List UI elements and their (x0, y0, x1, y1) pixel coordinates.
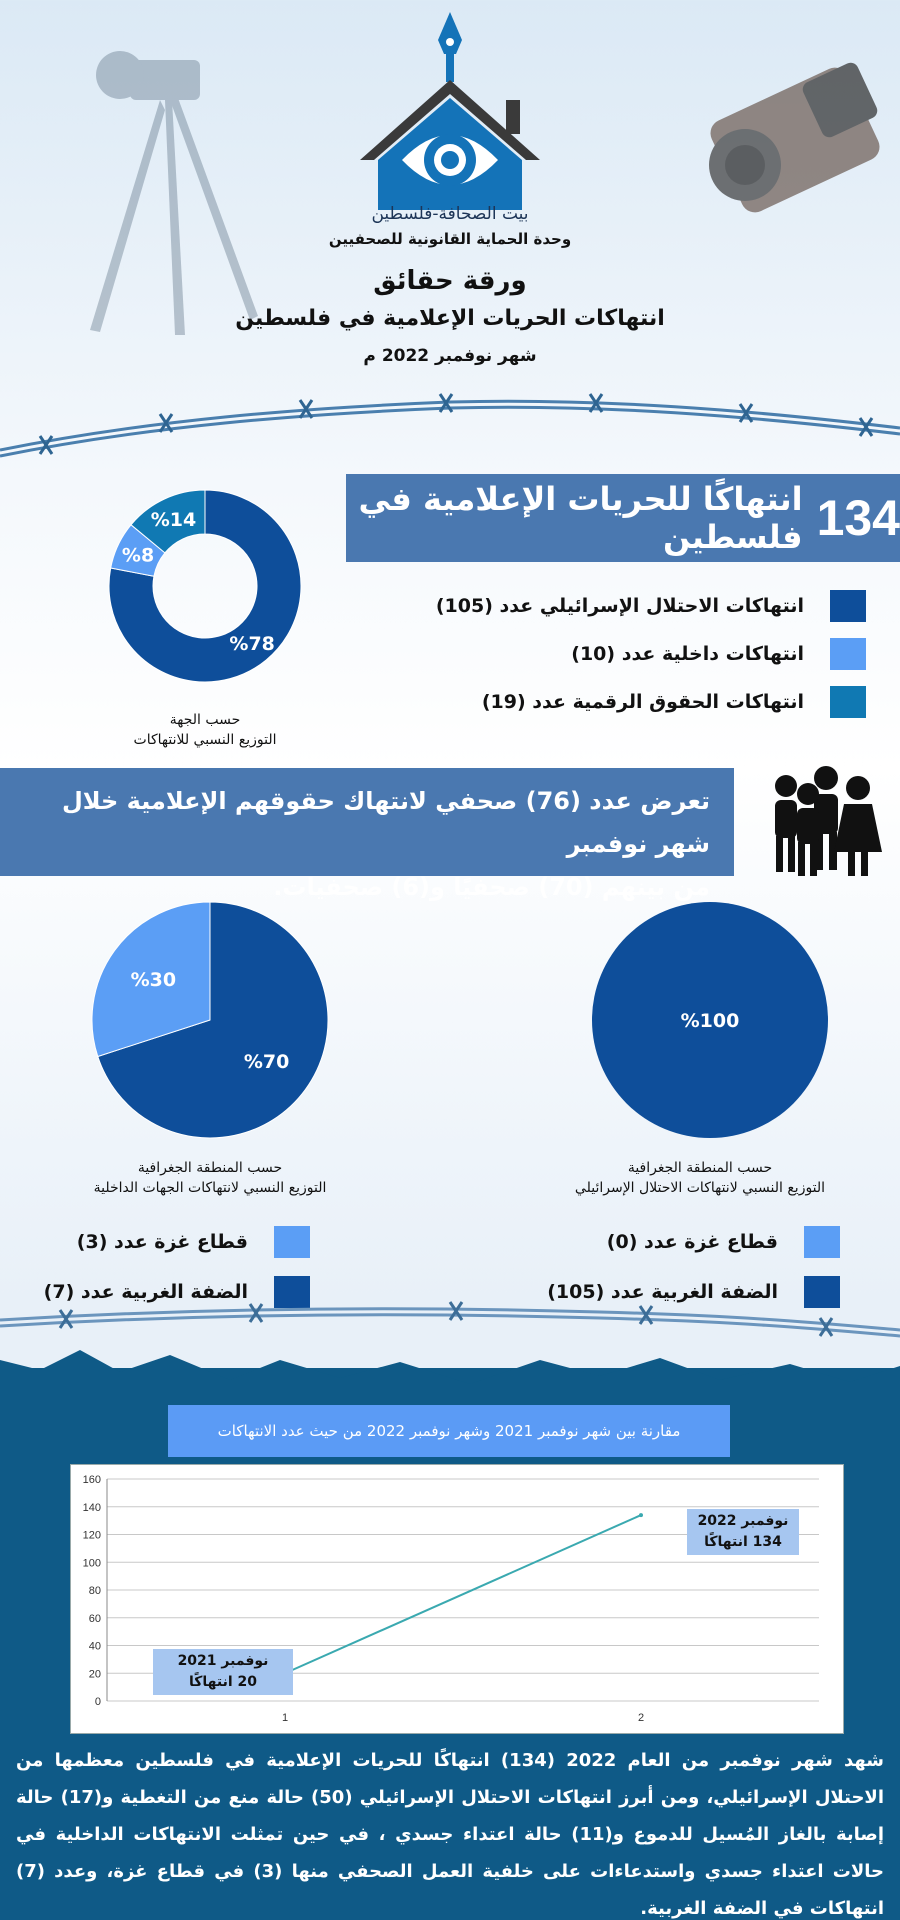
legend-label: انتهاكات الحقوق الرقمية عدد (19) (481, 691, 804, 713)
y-tick-label: 100 (82, 1557, 101, 1570)
israeli-legend (540, 1226, 840, 1308)
journalists-line2: من بينهم (70) صحفيًا و(6) صحفيات. (273, 873, 710, 901)
pie-label: %30 (130, 968, 177, 991)
legend-label: الضفة الغربية عدد (7) (43, 1281, 248, 1303)
legend-item (435, 590, 866, 622)
total-banner (346, 474, 900, 562)
total-number: 134 (816, 490, 900, 546)
y-tick-label: 160 (82, 1474, 101, 1486)
y-tick-label: 0 (94, 1696, 101, 1708)
y-tick-label: 120 (82, 1529, 101, 1542)
pie-internal (80, 890, 340, 1150)
point-label-2022-line1: نوفمبر 2022 (697, 1513, 789, 1529)
point-label-2021-line1: نوفمبر 2021 (177, 1653, 269, 1669)
legend-swatch (804, 1226, 840, 1258)
journalists-line1: تعرض عدد (76) صحفي لانتهاك حقوقهم الإعلامية خلال شهر نوفمبر (61, 787, 710, 858)
barbed-wire-divider-bottom (0, 1300, 900, 1360)
internal-caption-line2: التوزيع النسبي لانتهاكات الجهات الداخلية (93, 1180, 327, 1196)
doc-type: ورقة حقائق (373, 266, 527, 296)
legend-item (60, 1226, 310, 1258)
summary-paragraph: شهد شهر نوفمبر من العام 2022 (134) انتهاكًا للحريات الإعلامية في فلسطين معظمها من الاحتلال الإسرائيلي، ومن أبرز انتهاكات الاحتلال الإسرائيلي (50) حالة منع من التغطية و(17) حالة إصابة بالغاز المُسيل للدموع و(11) حالة اعتداء جسدي ، في حين تمثلت الانتهاكات الداخلية في حالات اعتداء جسدي واستدعاءات على خلفية العمل الصحفي منها (3) في قطاع غزة، وعدد (7) انتهاكات في الضفة الغربية. (16, 1750, 885, 1919)
y-tick-label: 80 (88, 1585, 101, 1597)
doc-title: انتهاكات الحريات الإعلامية في فلسطين (235, 306, 665, 331)
y-tick-label: 20 (88, 1668, 101, 1681)
y-tick-label: 40 (88, 1640, 101, 1653)
point-label-2021-line2: 20 انتهاكًا (188, 1674, 258, 1690)
donut-caption-line1: حسب الجهة (169, 712, 241, 728)
legend-swatch (830, 686, 866, 718)
pie-label: %8 (121, 544, 155, 567)
point-label-2022 (687, 1509, 799, 1555)
line-chart-title: مقارنة بين شهر نوفمبر 2021 وشهر نوفمبر 2022 من حيث عدد الانتهاكات (168, 1405, 730, 1457)
donut-caption-line2: التوزيع النسبي للانتهاكات (133, 732, 277, 748)
org-name: بيت الصحافة-فلسطين (371, 204, 529, 224)
logo (330, 10, 570, 210)
series-line (285, 1515, 641, 1673)
legend-swatch (830, 638, 866, 670)
point-label-2022-line2: 134 انتهاكًا (704, 1534, 782, 1550)
camera-icon (706, 60, 884, 217)
pen-nib-icon (438, 12, 462, 82)
legend-swatch (830, 590, 866, 622)
israeli-caption-line1: حسب المنطقة الجغرافية (627, 1160, 773, 1176)
legend-swatch (274, 1226, 310, 1258)
donut-caption (70, 710, 340, 750)
org-unit: وحدة الحماية القانونية للصحفيين (328, 230, 572, 248)
israeli-caption-line2: التوزيع النسبي لانتهاكات الاحتلال الإسرائيلي (574, 1180, 826, 1196)
journalists-banner (0, 768, 734, 901)
pie-israeli (580, 890, 840, 1150)
legend-label: الضفة الغربية عدد (105) (547, 1281, 778, 1303)
legend-label: قطاع غزة عدد (0) (606, 1231, 778, 1253)
data-point (639, 1513, 643, 1517)
main-legend (435, 590, 866, 718)
internal-caption (40, 1158, 380, 1198)
pie-label: %14 (150, 509, 197, 532)
internal-caption-line1: حسب المنطقة الجغرافية (137, 1160, 283, 1176)
legend-label: انتهاكات داخلية عدد (10) (571, 643, 804, 665)
pie-label: %70 (243, 1051, 290, 1074)
legend-item (460, 686, 866, 718)
legend-item (460, 638, 866, 670)
tripod-camera-icon (90, 51, 258, 335)
pie-label: %78 (229, 633, 275, 656)
total-label: انتهاكًا للحريات الإعلامية في فلسطين (358, 480, 803, 556)
barbed-wire-divider (0, 380, 900, 460)
legend-label: قطاع غزة عدد (3) (76, 1231, 248, 1253)
israeli-caption (530, 1158, 870, 1198)
pie-label: %100 (680, 1010, 740, 1032)
donut-chart (80, 468, 330, 708)
internal-legend (43, 1226, 310, 1308)
y-tick-label: 140 (82, 1501, 101, 1514)
line-chart-frame (70, 1464, 844, 1734)
x-tick-label: 2 (637, 1712, 645, 1724)
point-label-2021 (153, 1649, 293, 1695)
doc-date: شهر نوفمبر 2022 م (363, 346, 537, 366)
x-tick-label: 1 (281, 1712, 289, 1724)
legend-item (540, 1226, 840, 1258)
people-icon (762, 764, 888, 880)
y-tick-label: 60 (88, 1612, 101, 1625)
legend-label: انتهاكات الاحتلال الإسرائيلي عدد (105) (435, 595, 804, 617)
